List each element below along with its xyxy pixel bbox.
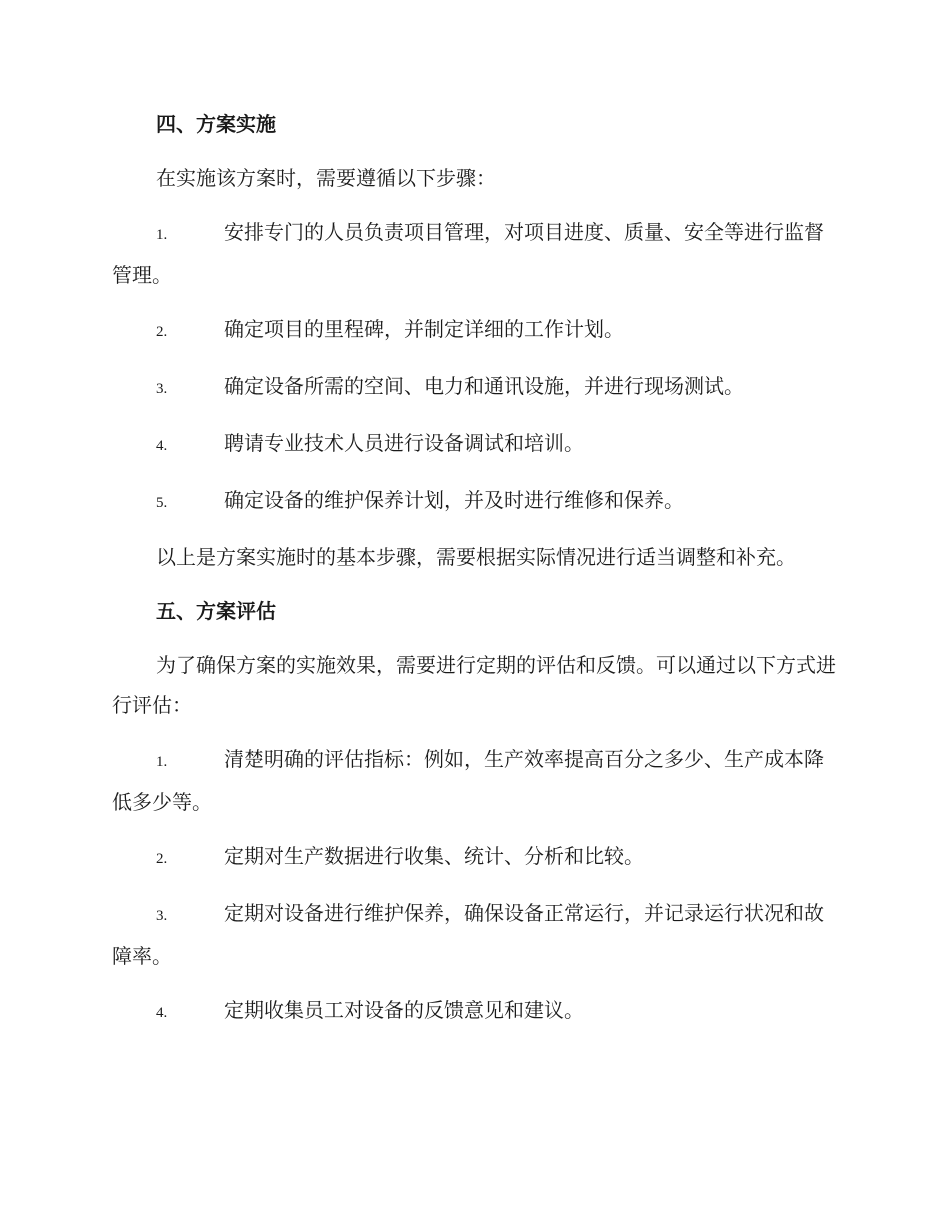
section-5-list-item xyxy=(112,836,837,879)
section-4-list-item xyxy=(112,480,837,523)
section-4-intro: 在实施该方案时，需要遵循以下步骤： xyxy=(156,166,496,190)
section-4-heading: 四、方案实施 xyxy=(156,112,276,136)
section-4-list-item xyxy=(112,212,837,295)
section-5-list-item xyxy=(112,739,837,822)
list-text: 聘请专业技术人员进行设备调试和培训。 xyxy=(224,431,584,455)
list-number: 3. xyxy=(156,908,168,924)
list-text: 清楚明确的评估指标：例如，生产效率提高百分之多少、生产成本降低多少等。 xyxy=(112,747,824,814)
list-number: 2. xyxy=(156,324,168,340)
section-4-list-item xyxy=(112,309,837,352)
section-5-list-item xyxy=(112,893,837,976)
list-text: 安排专门的人员负责项目管理，对项目进度、质量、安全等进行监督管理。 xyxy=(112,220,824,287)
list-text: 确定设备所需的空间、电力和通讯设施，并进行现场测试。 xyxy=(224,374,744,398)
section-4-list-item xyxy=(112,423,837,466)
section-4-list-item xyxy=(112,366,837,409)
list-text: 定期收集员工对设备的反馈意见和建议。 xyxy=(224,998,584,1022)
list-number: 3. xyxy=(156,381,168,397)
list-text: 确定设备的维护保养计划，并及时进行维修和保养。 xyxy=(224,488,684,512)
list-number: 4. xyxy=(156,438,168,454)
section-5-heading: 五、方案评估 xyxy=(156,599,276,623)
section-5-list-item xyxy=(112,990,837,1033)
list-text: 确定项目的里程碑，并制定详细的工作计划。 xyxy=(224,317,624,341)
document-page xyxy=(112,104,837,1047)
list-number: 4. xyxy=(156,1005,168,1021)
list-number: 1. xyxy=(156,227,168,243)
section-5-intro: 为了确保方案的实施效果，需要进行定期的评估和反馈。可以通过以下方式进行评估： xyxy=(112,653,836,717)
list-number: 2. xyxy=(156,851,168,867)
list-number: 1. xyxy=(156,754,168,770)
list-text: 定期对设备进行维护保养，确保设备正常运行，并记录运行状况和故障率。 xyxy=(112,901,824,968)
list-number: 5. xyxy=(156,495,168,511)
section-4-summary: 以上是方案实施时的基本步骤，需要根据实际情况进行适当调整和补充。 xyxy=(156,545,796,569)
list-text: 定期对生产数据进行收集、统计、分析和比较。 xyxy=(224,844,644,868)
